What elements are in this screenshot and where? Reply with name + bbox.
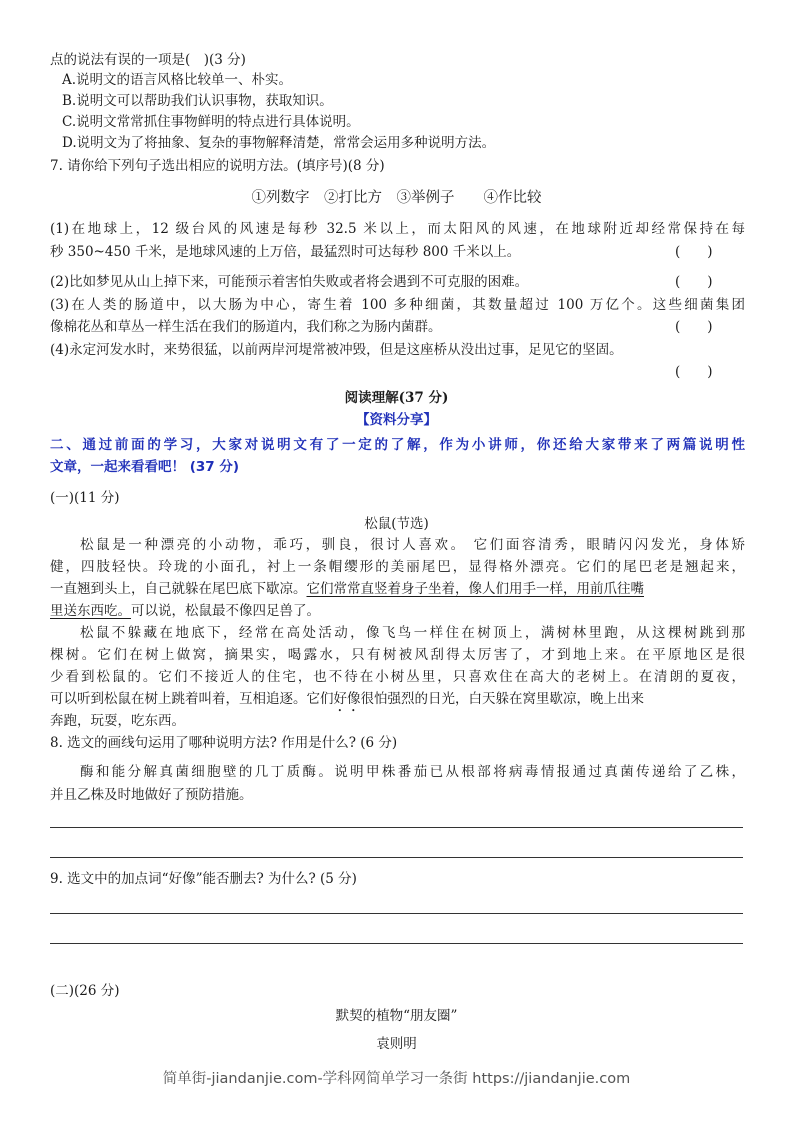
q7-answer-blank-4: ( )	[675, 364, 713, 380]
q7-sentence-3-line-1: (3)在人类的肠道中，以大肠为中心，寄生着 100 多种细菌，其数量超过 100 万亿个。这些细菌集团	[50, 297, 745, 313]
q9-stem: 9. 选文中的加点词“好像”能否删去? 为什么? (5 分)	[50, 871, 357, 887]
answer-line	[50, 827, 743, 828]
part1-p1-line-2: 健，四肢轻快。玲珑的小面孔，衬上一条帽缨形的美丽尾巴，显得格外漂亮。它们的尾巴老是翘起来，	[50, 559, 745, 575]
part1-p2-line-5: 奔跑，玩耍，吃东西。	[50, 713, 185, 729]
q7-sentence-1-line-2: 秒 350~450 千米，是地球风速的上万倍，最猛烈时可达每秒 800 千米以上。	[50, 244, 521, 260]
part1-p1-line-4	[50, 601, 320, 621]
q7-stem: 7. 请你给下列句子选出相应的说明方法。(填序号)(8 分)	[50, 158, 385, 174]
q7-answer-blank-1: ( )	[675, 244, 713, 260]
underlined-sentence-part-1: 它们常常直竖着身子坐着，像人们用手一样，用前爪往嘴	[306, 581, 644, 597]
q8-stem: 8. 选文的画线句运用了哪种说明方法? 作用是什么? (6 分)	[50, 735, 398, 751]
reading-intro-line-2: 文章，一起来看看吧！ (37 分)	[50, 459, 240, 475]
q6-option-d: D.说明文为了将抽象、复杂的事物解释清楚，常常会运用多种说明方法。	[62, 135, 496, 151]
q6-stem: 点的说法有误的一项是( )(3 分)	[50, 52, 246, 68]
q7-sentence-4: (4)永定河发水时，来势很猛，以前两岸河堤常被冲毁，但是这座桥从没出过事，足见它的坚固。	[50, 342, 623, 358]
share-title: 【资料分享】	[356, 412, 437, 428]
q6-option-c: C.说明文常常抓住事物鲜明的特点进行具体说明。	[62, 114, 360, 130]
part1-p2-line-4-text-a: 可以听到松鼠在树上跳着叫着，互相追逐。它们	[50, 691, 334, 707]
reading-intro-line-1: 二、通过前面的学习，大家对说明文有了一定的了解，作为小讲师，你还给大家带来了两篇说明性	[50, 437, 745, 453]
page-footer-watermark: 简单街-jiandanjie.com-学科网简单学习一条街 https://jiandanjie.com	[162, 1071, 631, 1087]
q7-sentence-2: (2)比如梦见从山上掉下来，可能预示着害怕失败或者将会遇到不可克服的困难。	[50, 274, 529, 290]
part1-article-title: 松鼠(节选)	[364, 516, 429, 532]
q7-sentence-1-line-1: (1)在地球上，12 级台风的风速是每秒 32.5 米以上，而太阳风的风速，在地球附近却经常保持在每	[50, 221, 745, 237]
part1-p2-line-3: 少看到松鼠的。它们不接近人的住宅，也不待在小树丛里，只喜欢住在高大的老树上。在清朗的夏夜，	[50, 669, 745, 685]
part1-p2-line-2: 棵树。它们在树上做窝，摘果实，喝露水，只有树被风刮得太厉害了，才到地上来。在平原地区是很	[50, 647, 745, 663]
part2-author: 袁则明	[376, 1036, 417, 1052]
part1-p2-line-1: 松鼠不躲藏在地底下，经常在高处活动，像飞鸟一样住在树顶上，满树林里跑，从这棵树跳到那	[80, 625, 745, 641]
dotted-word-haoxiang: 好像	[333, 691, 361, 707]
q6-option-a: A.说明文的语言风格比较单一、朴实。	[62, 72, 293, 88]
q8-answer-line-2: 并且乙株及时地做好了预防措施。	[50, 787, 253, 803]
q7-answer-blank-2: ( )	[675, 274, 713, 290]
q7-sentence-3-line-2: 像棉花丛和草丛一样生活在我们的肠道内，我们称之为肠内菌群。	[50, 319, 442, 335]
q6-option-b: B.说明文可以帮助我们认识事物，获取知识。	[62, 93, 333, 109]
part2-article-title: 默契的植物“朋友圈”	[335, 1008, 458, 1024]
answer-line	[50, 943, 743, 944]
part2-label: (二)(26 分)	[50, 983, 120, 999]
part1-p2-line-4-text-b: 很怕强烈的日光，白天躲在窝里歇凉，晚上出来	[360, 691, 644, 707]
q7-answer-blank-3: ( )	[675, 319, 713, 335]
part1-p1-line-3-text: 一直翘到头上，自己就躲在尾巴底下歇凉。	[50, 581, 307, 597]
part1-p1-line-1: 松鼠是一种漂亮的小动物，乖巧，驯良，很讨人喜欢。 它们面容清秀，眼睛闪闪发光，身体矫	[80, 537, 745, 553]
q7-method-options: ①列数字 ②打比方 ③举例子 ④作比较	[251, 190, 542, 206]
underlined-sentence-part-2: 里送东西吃。	[50, 603, 131, 619]
part1-p1-line-4-text: 可以说，松鼠最不像四足兽了。	[131, 603, 320, 619]
answer-line	[50, 857, 743, 858]
part1-label: (一)(11 分)	[50, 490, 120, 506]
answer-line	[50, 913, 743, 914]
part1-p1-line-3	[50, 579, 644, 599]
reading-section-title: 阅读理解(37 分)	[344, 390, 449, 406]
q8-answer-line-1: 酶和能分解真菌细胞壁的几丁质酶。说明甲株番茄已从根部将病毒情报通过真菌传递给了乙株，	[80, 764, 745, 780]
